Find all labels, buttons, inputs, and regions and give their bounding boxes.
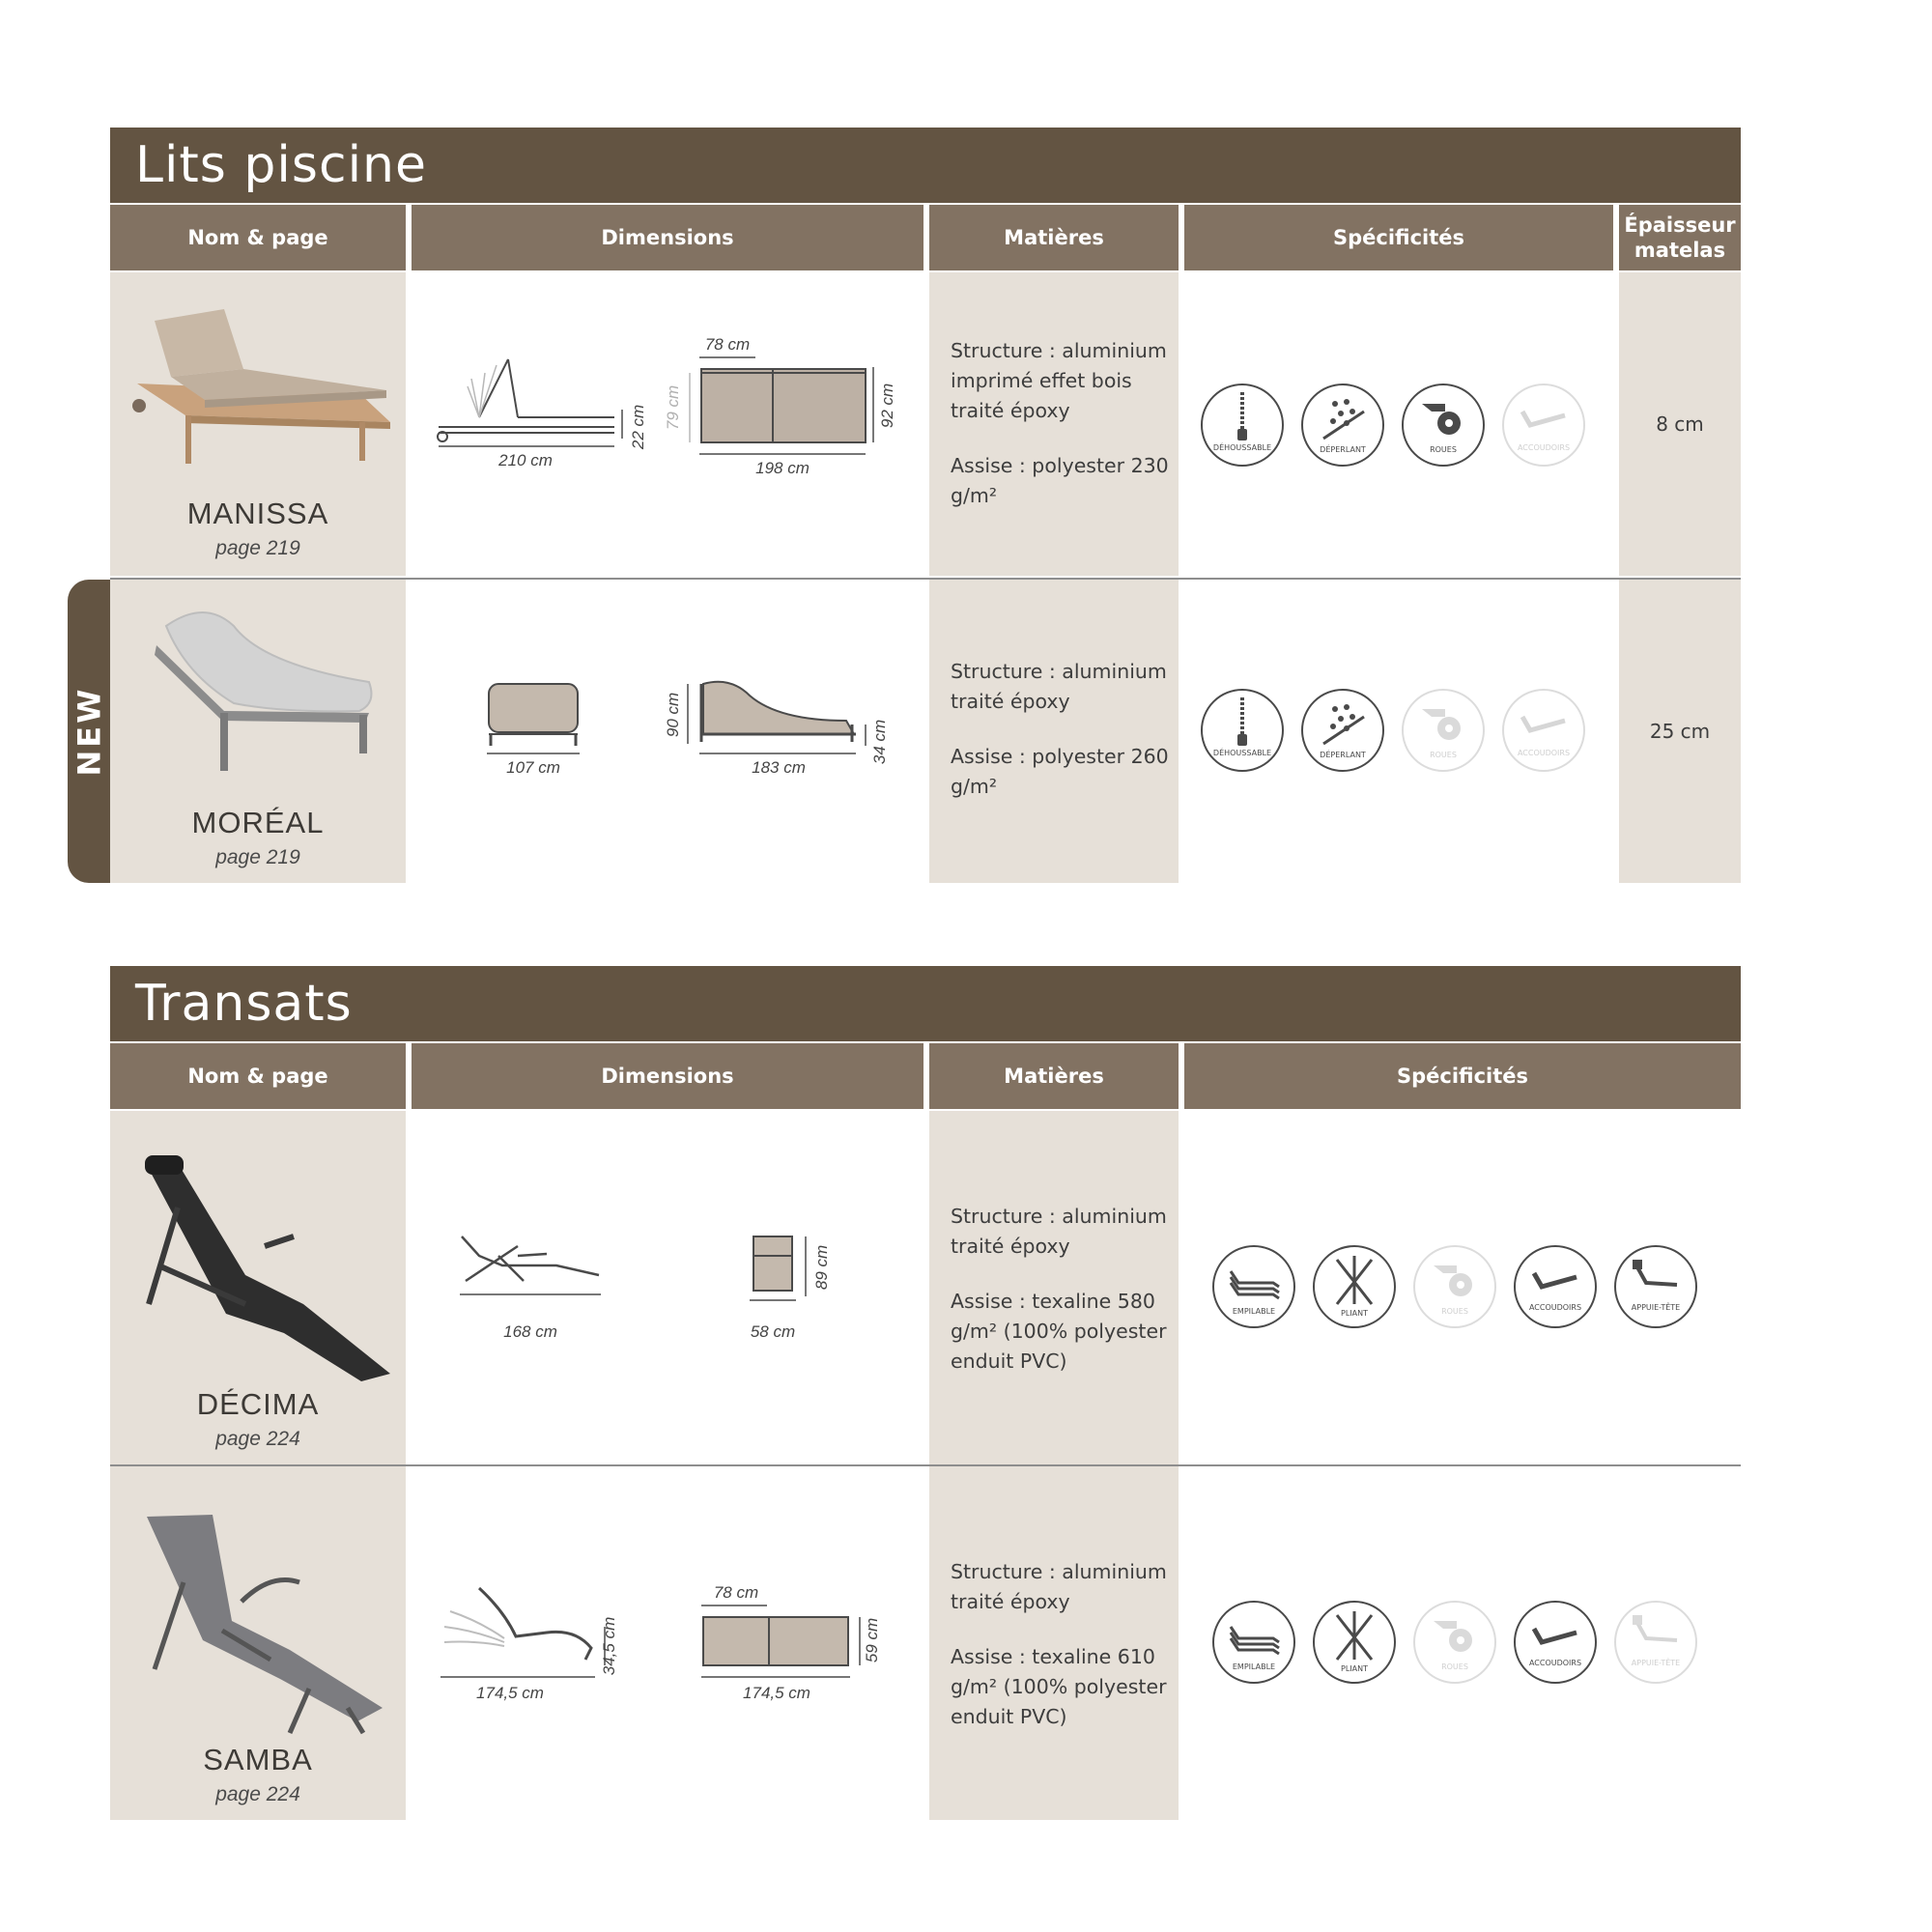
stack-icon xyxy=(1211,1600,1296,1685)
dim-side-height-a: 90 cm xyxy=(664,692,682,738)
svg-text:APPUIE-TÊTE: APPUIE-TÊTE xyxy=(1631,1659,1681,1667)
product-name: SAMBA xyxy=(203,1743,313,1776)
dim-top-width: 78 cm xyxy=(713,1583,759,1602)
header-materials: Matières xyxy=(929,205,1179,270)
new-badge: NEW xyxy=(68,580,110,883)
svg-text:ACCOUDOIRS: ACCOUDOIRS xyxy=(1517,749,1571,757)
svg-text:DÉPERLANT: DÉPERLANT xyxy=(1320,445,1366,454)
material-seat: Assise : texaline 610 g/m² (100% polyester enduit PVC) xyxy=(951,1645,1167,1728)
product-cell-moreal xyxy=(110,580,406,883)
wheel-icon xyxy=(1412,1244,1497,1329)
product-page: page 219 xyxy=(215,846,300,868)
svg-text:EMPILABLE: EMPILABLE xyxy=(1232,1662,1276,1671)
svg-text:DÉPERLANT: DÉPERLANT xyxy=(1320,751,1366,759)
headrest-icon xyxy=(1613,1600,1698,1685)
dim-top-length: 174,5 cm xyxy=(743,1684,810,1702)
material-seat: Assise : polyester 230 g/m² xyxy=(951,454,1169,507)
svg-text:DÉHOUSSABLE: DÉHOUSSABLE xyxy=(1212,749,1272,757)
section-title-transats: Transats xyxy=(110,966,1741,1041)
wheel-icon xyxy=(1401,688,1486,773)
decima-dimension-drawings xyxy=(412,1111,923,1464)
zipper-icon xyxy=(1200,383,1285,468)
stack-icon xyxy=(1211,1244,1296,1329)
dim-front-width: 58 cm xyxy=(750,1322,796,1341)
headrest-icon xyxy=(1613,1244,1698,1329)
material-structure: Structure : aluminium traité époxy xyxy=(951,1205,1167,1258)
header-features: Spécificités xyxy=(1184,205,1613,270)
thickness-value: 25 cm xyxy=(1649,720,1711,743)
header-materials: Matières xyxy=(929,1043,1179,1109)
header-name: Nom & page xyxy=(110,1043,406,1109)
dim-top-width: 78 cm xyxy=(704,335,751,354)
header-features: Spécificités xyxy=(1184,1043,1741,1109)
dim-side-height-b: 34 cm xyxy=(870,719,889,765)
thickness-cell xyxy=(1619,580,1741,883)
dim-side-length: 183 cm xyxy=(752,758,806,777)
svg-text:PLIANT: PLIANT xyxy=(1341,1664,1368,1673)
dim-side-height: 34,5 cm xyxy=(600,1616,618,1676)
material-structure: Structure : aluminium traité époxy xyxy=(951,660,1167,713)
materials-cell xyxy=(929,272,1179,576)
dim-front-height: 89 cm xyxy=(812,1244,831,1291)
product-cell-samba xyxy=(110,1466,406,1820)
product-name: MORÉAL xyxy=(191,806,325,839)
features-cell xyxy=(1184,272,1613,576)
svg-text:ACCOUDOIRS: ACCOUDOIRS xyxy=(1517,443,1571,452)
svg-text:ROUES: ROUES xyxy=(1430,751,1457,759)
header-dimensions: Dimensions xyxy=(412,1043,923,1109)
svg-text:DÉHOUSSABLE: DÉHOUSSABLE xyxy=(1212,443,1272,452)
svg-text:ROUES: ROUES xyxy=(1441,1662,1468,1671)
moreal-dimension-drawings xyxy=(412,580,923,883)
armrest-icon xyxy=(1513,1600,1598,1685)
dim-side-height: 22 cm xyxy=(629,404,647,450)
svg-text:PLIANT: PLIANT xyxy=(1341,1309,1368,1318)
thickness-value: 8 cm xyxy=(1656,412,1704,436)
dim-side-length: 174,5 cm xyxy=(476,1684,544,1702)
dim-side-length: 210 cm xyxy=(498,451,553,469)
product-page: page 224 xyxy=(215,1428,300,1450)
product-page: page 224 xyxy=(215,1783,300,1805)
decima-photo xyxy=(139,1150,390,1381)
armrest-icon xyxy=(1501,688,1586,773)
dim-side-length: 168 cm xyxy=(503,1322,557,1341)
dim-top-height: 59 cm xyxy=(863,1617,881,1663)
product-name: DÉCIMA xyxy=(196,1387,320,1421)
armrest-icon xyxy=(1513,1244,1598,1329)
svg-text:ROUES: ROUES xyxy=(1430,445,1457,454)
moreal-photo xyxy=(147,607,379,771)
fold-icon xyxy=(1312,1600,1397,1685)
water-drops-icon xyxy=(1300,383,1385,468)
material-seat: Assise : polyester 260 g/m² xyxy=(951,745,1169,798)
thickness-cell xyxy=(1619,272,1741,576)
svg-text:EMPILABLE: EMPILABLE xyxy=(1232,1307,1276,1316)
features-cell xyxy=(1184,1466,1741,1820)
product-cell-decima xyxy=(110,1111,406,1464)
wheel-icon xyxy=(1412,1600,1497,1685)
material-structure: Structure : aluminium traité époxy xyxy=(951,1560,1167,1613)
zipper-icon xyxy=(1200,688,1285,773)
material-structure: Structure : aluminium imprimé effet bois traité époxy xyxy=(951,339,1167,422)
svg-text:ROUES: ROUES xyxy=(1441,1307,1468,1316)
features-cell xyxy=(1184,580,1613,883)
armrest-icon xyxy=(1501,383,1586,468)
product-cell-manissa xyxy=(110,272,406,576)
header-dimensions: Dimensions xyxy=(412,205,923,270)
features-cell xyxy=(1184,1111,1741,1464)
material-seat: Assise : texaline 580 g/m² (100% polyester enduit PVC) xyxy=(951,1290,1167,1373)
water-drops-icon xyxy=(1300,688,1385,773)
samba-photo xyxy=(145,1515,386,1737)
header-thickness: Épaisseur matelas xyxy=(1619,205,1741,270)
product-page: page 219 xyxy=(215,537,300,559)
header-name: Nom & page xyxy=(110,205,406,270)
svg-text:ACCOUDOIRS: ACCOUDOIRS xyxy=(1528,1303,1582,1312)
samba-dimension-drawings xyxy=(412,1466,923,1820)
dim-top-length: 198 cm xyxy=(755,459,810,477)
manissa-photo xyxy=(128,301,398,466)
wheel-icon xyxy=(1401,383,1486,468)
materials-cell xyxy=(929,1466,1179,1820)
dim-top-height-a: 79 cm xyxy=(664,384,682,431)
svg-text:APPUIE-TÊTE: APPUIE-TÊTE xyxy=(1631,1303,1681,1312)
manissa-dimension-drawings xyxy=(412,272,923,576)
svg-text:ACCOUDOIRS: ACCOUDOIRS xyxy=(1528,1659,1582,1667)
materials-cell xyxy=(929,580,1179,883)
materials-cell xyxy=(929,1111,1179,1464)
dim-front-width: 107 cm xyxy=(506,758,560,777)
section-title-lits-piscine: Lits piscine xyxy=(110,128,1741,203)
product-name: MANISSA xyxy=(186,497,329,530)
fold-icon xyxy=(1312,1244,1397,1329)
dim-top-height-b: 92 cm xyxy=(878,383,896,429)
